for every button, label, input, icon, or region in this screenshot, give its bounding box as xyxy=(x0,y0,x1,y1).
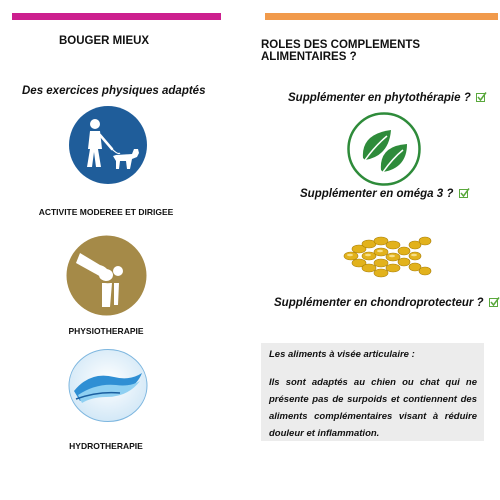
left-subheading: Des exercices physiques adaptés xyxy=(22,85,206,97)
check-icon xyxy=(459,188,470,201)
panel-body: Ils sont adaptés au chien ou chat qui ne présente pas de surpoids et contiennent des aliments complémentaires visant à réduire douleur et inflammation. xyxy=(269,377,477,439)
chondro-label: Supplémenter en chondroprotecteur ? xyxy=(274,297,484,309)
articular-food-panel xyxy=(261,343,484,441)
omega-label: Supplémenter en oméga 3 ? xyxy=(300,188,454,200)
phyto-question xyxy=(288,92,487,105)
left-accent-bar xyxy=(12,13,221,20)
left-heading: BOUGER MIEUX xyxy=(59,35,150,47)
omega-question xyxy=(300,188,470,201)
check-icon xyxy=(489,297,500,310)
water-wave-icon xyxy=(68,349,148,422)
hydro-caption: HYDROTHERAPIE xyxy=(69,441,143,451)
omega3-capsules-fish-icon xyxy=(341,232,433,278)
right-accent-bar xyxy=(265,13,498,20)
panel-title: Les aliments à visée articulaire : xyxy=(269,349,415,360)
right-heading: ROLES DES COMPLEMENTS ALIMENTAIRES ? xyxy=(261,39,421,63)
leaves-icon xyxy=(347,112,421,186)
walking-dog-icon xyxy=(68,105,148,185)
check-icon xyxy=(476,92,487,105)
phyto-label: Supplémenter en phytothérapie ? xyxy=(288,92,471,104)
physio-caption: PHYSIOTHERAPIE xyxy=(68,326,144,336)
activity-caption: ACTIVITE MODEREE ET DIRIGEE xyxy=(38,207,174,217)
chondro-question xyxy=(274,297,500,310)
knee-joint-icon xyxy=(66,235,147,316)
